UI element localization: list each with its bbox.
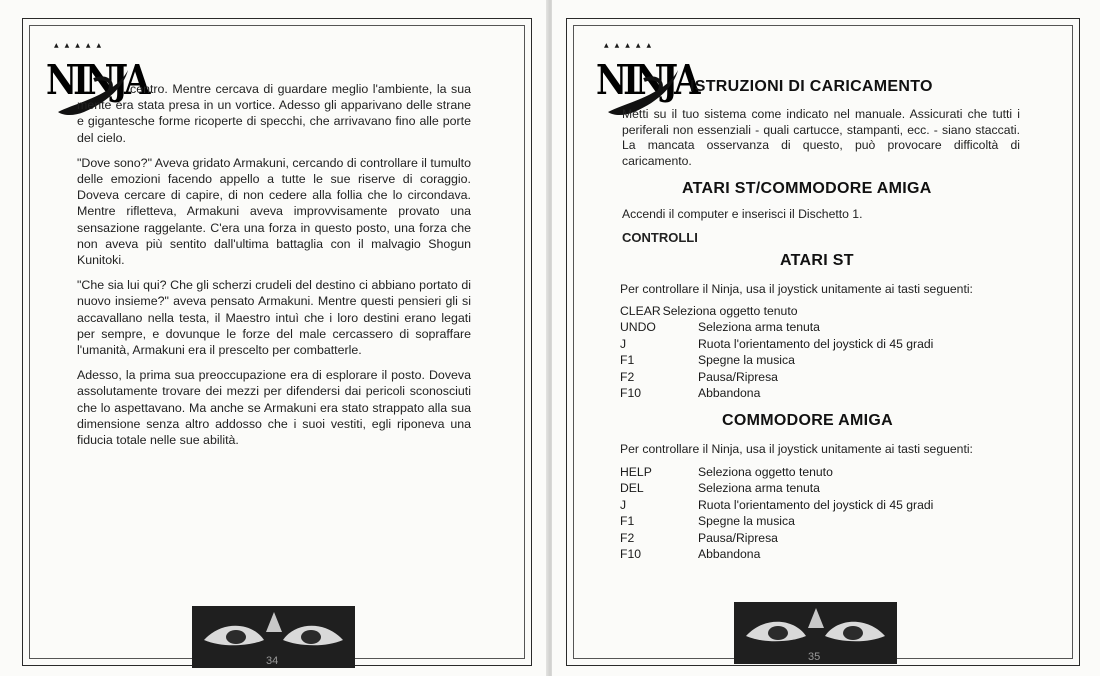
list-item: UNDO Seleziona arma tenuta — [620, 320, 820, 335]
story-text — [77, 81, 471, 457]
paragraph-4: Adesso, la prima sua preoccupazione era di esplorare il posto. Doveva assolutamente trovare dei mezzi per difendersi dai pericoli sconosciuti che lo aspettavano. Ma anche se Armakuni era stato strappato alla sua dimensione senza altro addosso che i suoi vestiti, egli riponeva una fiducia totale nelle sue abilità. — [77, 368, 471, 448]
list-item: F1 Spegne la musica — [620, 514, 795, 529]
atari-amiga-title: ATARI ST/COMMODORE AMIGA — [682, 180, 932, 197]
list-item: CLEAR Seleziona oggetto tenuto — [620, 304, 798, 318]
ninja-logo: ▲▲▲▲▲ NINJA — [44, 42, 134, 114]
atari-st-title: ATARI ST — [780, 252, 854, 269]
controls-label: CONTROLLI — [622, 230, 698, 245]
list-item: DEL Seleziona arma tenuta — [620, 481, 820, 496]
amiga-controls-list — [620, 464, 1040, 562]
loading-instructions-title: ISTRUZIONI DI CARICAMENTO — [690, 78, 933, 95]
list-item: J Ruota l'orientamento del joystick di 45 gradi — [620, 336, 934, 351]
atari-controls-list — [620, 303, 1040, 401]
svg-text:NINJA: NINJA — [596, 55, 697, 104]
section1-text: Accendi il computer e inserisci il Dischetto 1. — [622, 207, 863, 221]
page-number: 35 — [808, 651, 821, 663]
paragraph-2: "Dove sono?" Aveva gridato Armakuni, cercando di controllare il tumulto delle emozioni facendo appello a tutte le sue riserve di coraggio. Doveva cercare di capire, di non cedere alla follia che lo circondava. Mentre rifletteva, Armakuni aveva improvvisamente provato una sensazione raggelante. C'era una forza in questo posto, una forza che non aveva più sentito dall'ultima battaglia con il malvagio Shogun Kunitoki. — [77, 155, 471, 268]
ninja-logo: ▲▲▲▲▲ NINJA — [594, 42, 684, 114]
list-item: J Ruota l'orientamento del joystick di 45 gradi — [620, 497, 934, 512]
paragraph-3: "Che sia lui qui? Che gli scherzi crudeli del destino ci abbiano portato di nuovo insieme?" aveva pensato Armakuni. Mentre questi pensieri gli si accavallano nella testa, il Maestro intuì che i loro destini erano legati per sempre, e dovunque le forze del male cercassero di sopraffare l'umanità, Armakuni era il prescelto per combatterle. — [77, 278, 471, 358]
list-item: F10 Abbandona — [620, 385, 761, 400]
list-item: HELP Seleziona oggetto tenuto — [620, 465, 833, 479]
left-page — [0, 0, 548, 676]
list-item: F10 Abbandona — [620, 546, 761, 561]
right-page — [552, 0, 1100, 676]
commodore-amiga-title: COMMODORE AMIGA — [722, 412, 894, 429]
svg-text:NINJA: NINJA — [46, 55, 147, 104]
list-item: F2 Pausa/Ripresa — [620, 369, 778, 384]
paragraph-1: centro. Mentre cercava di guardare meglio l'ambiente, la sua mente era stata presa in un vortice. Adesso gli apparivano delle strane e gigantesche forme ricoperte di specchi, che arrivavano fino alle porte del cielo. — [77, 82, 471, 145]
atari-intro: Per controllare il Ninja, usa il joystick unitamente ai tasti seguenti: — [620, 282, 973, 296]
intro-text: Metti su il tuo sistema come indicato nel manuale. Assicurati che tutti i periferali non essenziali - quali cartucce, stampanti, ecc. - siano staccati. La mancata osservanza di questo, può provocare difficoltà di caricamento. — [622, 107, 1020, 168]
list-item: F2 Pausa/Ripresa — [620, 530, 778, 545]
amiga-intro: Per controllare il Ninja, usa il joystick unitamente ai tasti seguenti: — [620, 442, 973, 456]
page-number: 34 — [266, 655, 279, 667]
list-item: F1 Spegne la musica — [620, 353, 795, 368]
